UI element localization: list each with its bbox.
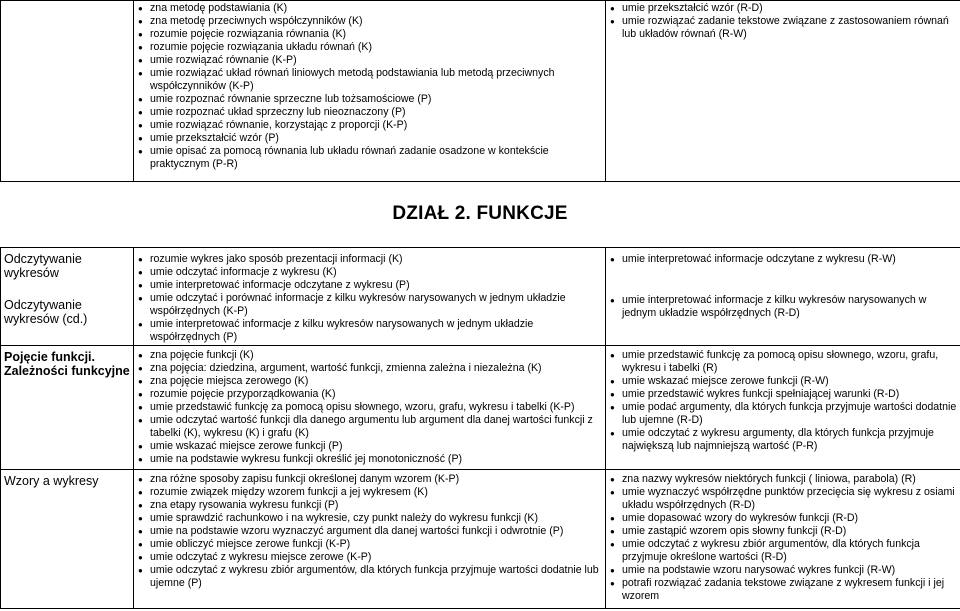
list-item: ● zna etapy rysowania wykresu funkcji (P)	[137, 499, 602, 512]
table-row	[1, 470, 960, 609]
list-item: ● umie odczytać informacje z wykresu (K)	[137, 266, 602, 279]
list-item: ● umie rozwiązać równanie, korzystając z proporcji (K-P)	[137, 119, 602, 132]
advanced-requirements-cell	[606, 470, 960, 609]
list-item: ● umie sprawdzić rachunkowo i na wykresie, czy punkt należy do wykresu funkcji (K)	[137, 512, 602, 525]
functions-table	[0, 247, 960, 609]
list-item: ● umie rozpoznać równanie sprzeczne lub tożsamościowe (P)	[137, 93, 602, 106]
list-item: ● umie rozwiązać układ równań liniowych metodą podstawiania lub metodą przeciwnych współczynników (K-P)	[137, 67, 602, 93]
list-item: ● umie interpretować informacje z kilku wykresów narysowanych w jednym układzie współrzędnych (P)	[137, 318, 602, 344]
list-item: ● umie odczytać i porównać informacje z kilku wykresów narysowanych w jednym układzie współrzędnych (K-P)	[137, 292, 602, 318]
section-title: DZIAŁ 2. FUNKCJE	[392, 203, 568, 224]
basic-requirements-list	[137, 253, 602, 344]
advanced-requirements-list	[609, 473, 957, 603]
list-item: ● umie odczytać z wykresu miejsce zerowe (K-P)	[137, 551, 602, 564]
basic-requirements-cell	[134, 248, 606, 346]
list-item: ● umie na podstawie wykresu funkcji określić jej monotoniczność (P)	[137, 453, 602, 466]
topic-reading-graphs: Odczytywanie wykresów	[4, 252, 82, 280]
equations-table	[0, 0, 960, 182]
topic-cell	[1, 248, 134, 346]
topic-function-concept: Pojęcie funkcji. Zależności funkcyjne	[4, 350, 130, 378]
list-item: ● zna pojęcie funkcji (K)	[137, 349, 602, 362]
list-item: ● zna pojęcie miejsca zerowego (K)	[137, 375, 602, 388]
list-item: ● umie wskazać miejsce zerowe funkcji (P)	[137, 440, 602, 453]
list-item: ● umie opisać za pomocą równania lub układu równań zadanie osadzone w kontekście praktycznym (P-R)	[137, 145, 602, 171]
list-item: ● zna metodę przeciwnych współczynników (K)	[137, 15, 602, 28]
list-item: ● umie obliczyć miejsce zerowe funkcji (K-P)	[137, 538, 602, 551]
list-item: ● umie interpretować informacje odczytane z wykresu (R-W)	[609, 253, 957, 266]
basic-requirements-cell	[134, 346, 606, 470]
list-item: ● umie interpretować informacje z kilku wykresów narysowanych w jednym układzie współrzędnych (R-D)	[609, 294, 957, 320]
advanced-requirements-list	[609, 253, 957, 320]
topic-cell	[1, 470, 134, 609]
list-item: ● umie przedstawić wykres funkcji spełniającej warunki (R-D)	[609, 388, 957, 401]
advanced-requirements-cell	[606, 1, 960, 182]
list-item: ● zna metodę podstawiania (K)	[137, 2, 602, 15]
list-item: ● rozumie pojęcie rozwiązania równania (K)	[137, 28, 602, 41]
list-item: ● umie na podstawie wzoru narysować wykres funkcji (R-W)	[609, 564, 957, 577]
topic-cell	[1, 346, 134, 470]
list-item: ● potrafi rozwiązać zadania tekstowe związane z wykresem funkcji i jej wzorem	[609, 577, 957, 603]
list-item: ● zna nazwy wykresów niektórych funkcji ( liniowa, parabola) (R)	[609, 473, 957, 486]
list-item: ● umie odczytać wartość funkcji dla danego argumentu lub argument dla danej wartości funkcji z tabelki (K), wykresu (K) i grafu (K)	[137, 414, 602, 440]
list-item: ● umie zastąpić wzorem opis słowny funkcji (R-D)	[609, 525, 957, 538]
table-row	[1, 346, 960, 470]
list-item: ● umie rozpoznać układ sprzeczny lub nieoznaczony (P)	[137, 106, 602, 119]
list-item: ● umie rozwiązać zadanie tekstowe związane z zastosowaniem równań lub układów równań (R-W)	[609, 15, 957, 41]
empty-topic-cell	[1, 1, 134, 182]
list-item: ● umie przekształcić wzór (R-D)	[609, 2, 957, 15]
basic-requirements-list	[137, 349, 602, 466]
list-item: ● umie przedstawić funkcję za pomocą opisu słownego, wzoru, grafu, wykresu i tabelki (R)	[609, 349, 957, 375]
list-item: ● umie dopasować wzory do wykresów funkcji (R-D)	[609, 512, 957, 525]
table-row	[1, 248, 960, 346]
advanced-requirements-cell	[606, 346, 960, 470]
topic-reading-graphs-cont: Odczytywanie wykresów (cd.)	[4, 298, 88, 326]
list-item: ● rozumie pojęcie rozwiązania układu równań (K)	[137, 41, 602, 54]
basic-requirements-cell	[134, 1, 606, 182]
basic-requirements-list	[137, 2, 602, 171]
list-item: ● zna różne sposoby zapisu funkcji określonej danym wzorem (K-P)	[137, 473, 602, 486]
list-item: ● rozumie związek między wzorem funkcji a jej wykresem (K)	[137, 486, 602, 499]
basic-requirements-list	[137, 473, 602, 590]
topic-formulas-and-graphs: Wzory a wykresy	[4, 474, 99, 488]
list-item: ● rozumie pojęcie przyporządkowania (K)	[137, 388, 602, 401]
list-item: ● umie wyznaczyć współrzędne punktów przecięcia się wykresu z osiami układu współrzędnych (R-D)	[609, 486, 957, 512]
list-item: ● zna pojęcia: dziedzina, argument, wartość funkcji, zmienna zależna i niezależna (K)	[137, 362, 602, 375]
advanced-requirements-cell	[606, 248, 960, 346]
list-item: ● umie rozwiązać równanie (K-P)	[137, 54, 602, 67]
advanced-requirements-list	[609, 349, 957, 453]
list-item: ● umie na podstawie wzoru wyznaczyć argument dla danej wartości funkcji i odwrotnie (P)	[137, 525, 602, 538]
list-item: ● umie odczytać z wykresu zbiór argumentów, dla których funkcja przyjmuje wartości dodatnie lub ujemne (P)	[137, 564, 602, 590]
list-item: ● umie przekształcić wzór (P)	[137, 132, 602, 145]
list-item: ● umie podać argumenty, dla których funkcja przyjmuje wartości dodatnie lub ujemne (R-D)	[609, 401, 957, 427]
list-item: ● umie wskazać miejsce zerowe funkcji (R-W)	[609, 375, 957, 388]
list-item: ● rozumie wykres jako sposób prezentacji informacji (K)	[137, 253, 602, 266]
list-item: ● umie odczytać z wykresu argumenty, dla których funkcja przyjmuje największą lub najmniejszą wartość (P-R)	[609, 427, 957, 453]
advanced-requirements-list	[609, 2, 957, 41]
basic-requirements-cell	[134, 470, 606, 609]
list-item: ● umie interpretować informacje odczytane z wykresu (P)	[137, 279, 602, 292]
list-item: ● umie przedstawić funkcję za pomocą opisu słownego, wzoru, grafu, wykresu i tabelki (K-P)	[137, 401, 602, 414]
list-item: ● umie odczytać z wykresu zbiór argumentów, dla których funkcja przyjmuje określone wartości (R-D)	[609, 538, 957, 564]
